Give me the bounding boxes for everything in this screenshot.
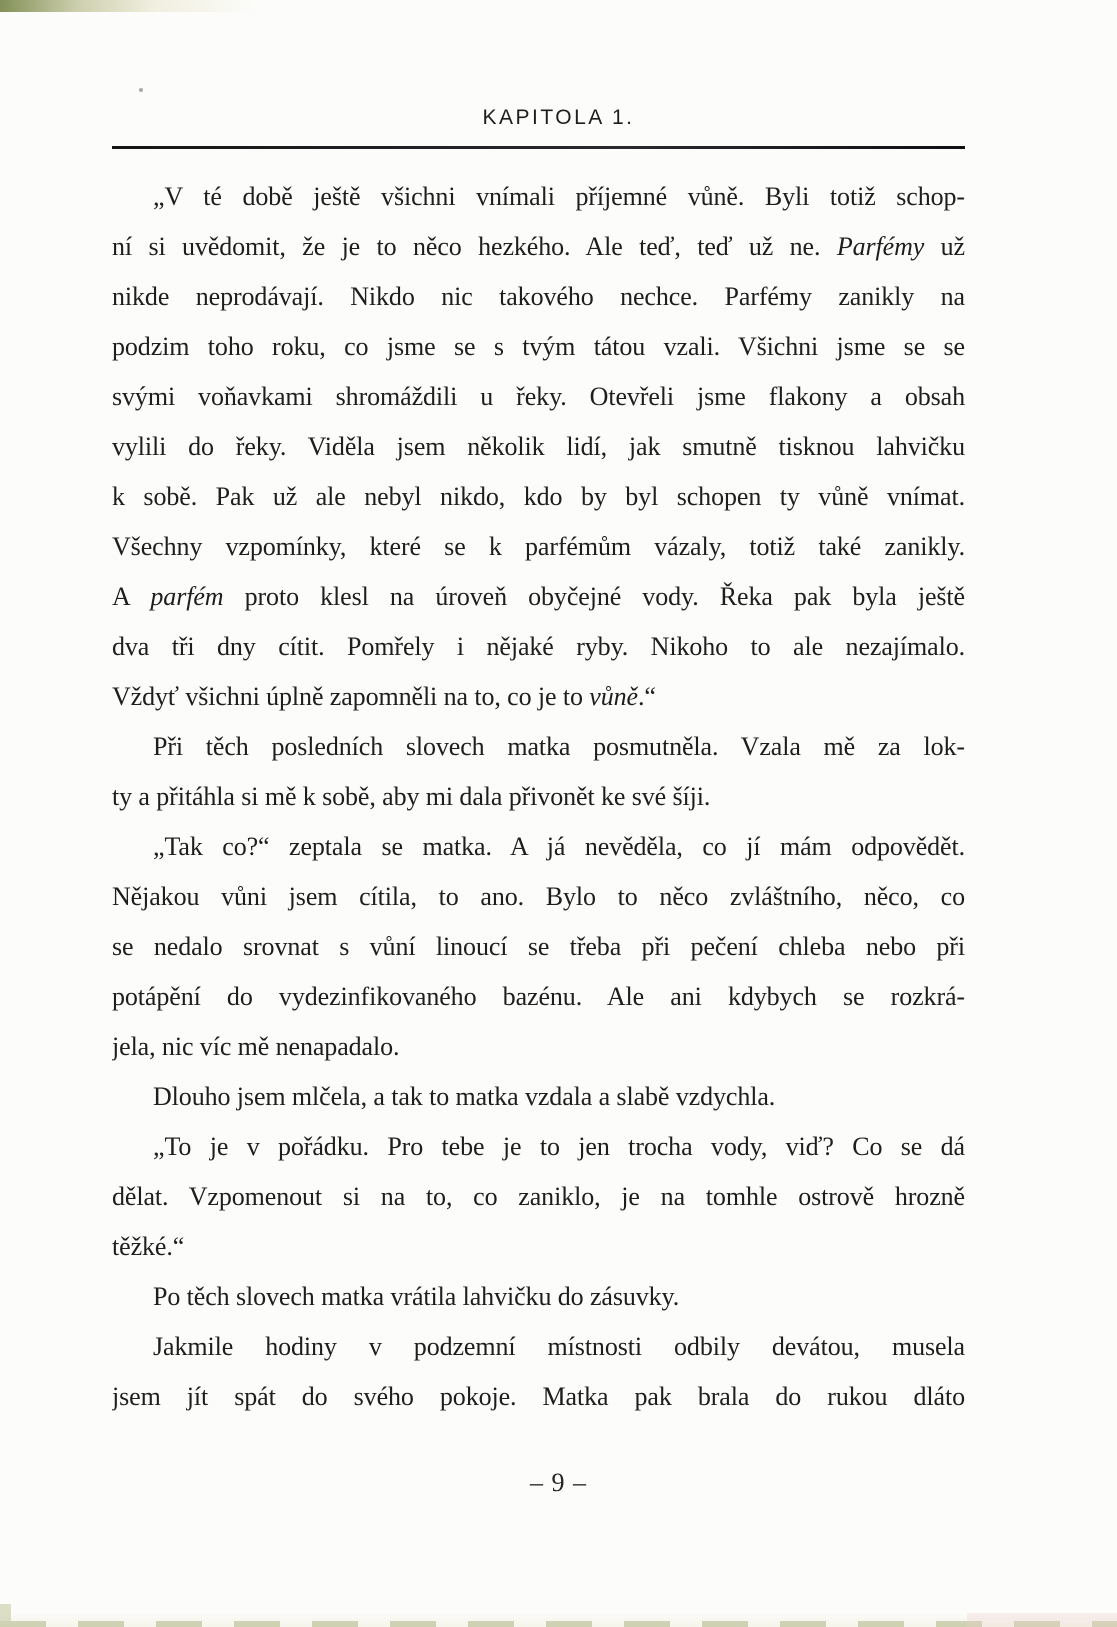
- text-segment: potápění do vydezinfikovaného bazénu. Ale ani kdybych se rozkrá-: [112, 982, 965, 1011]
- text-segment: dělat. Vzpomenout si na to, co zaniklo, je na tomhle ostrově hrozně: [112, 1182, 965, 1211]
- scan-artifact-top-left: [0, 0, 258, 12]
- text-line: [112, 1372, 965, 1422]
- text-line: [112, 822, 965, 872]
- text-line: [112, 972, 965, 1022]
- text-line: [112, 1222, 965, 1272]
- paragraph: [112, 1122, 965, 1272]
- text-line: [112, 572, 965, 622]
- text-segment: Po těch slovech matka vrátila lahvičku do zásuvky.: [153, 1282, 680, 1311]
- text-line: [112, 1122, 965, 1172]
- text-line: [112, 372, 965, 422]
- text-line: [112, 722, 965, 772]
- text-line: [112, 1272, 965, 1322]
- italic-text: Parfémy: [836, 232, 925, 261]
- text-line: [112, 672, 965, 722]
- text-line: [112, 522, 965, 572]
- text-segment: proto klesl na úroveň obyčejné vody. Řeka pak byla ještě: [223, 582, 965, 611]
- text-line: [112, 872, 965, 922]
- chapter-heading: KAPITOLA 1.: [482, 106, 635, 129]
- text-segment: ty a přitáhla si mě k sobě, aby mi dala přivonět ke své šíji.: [112, 782, 711, 811]
- text-segment: se nedalo srovnat s vůní linoucí se třeba při pečení chleba nebo při: [112, 932, 965, 961]
- text-line: [112, 1072, 965, 1122]
- text-line: [112, 1022, 965, 1072]
- text-segment: Vždyť všichni úplně zapomněli na to, co je to: [112, 682, 590, 711]
- italic-text: vůně: [589, 682, 638, 711]
- header-rule: [112, 146, 965, 149]
- body-text: [112, 172, 965, 1422]
- text-line: [112, 272, 965, 322]
- text-segment: A: [112, 582, 151, 611]
- text-segment: jsem jít spát do svého pokoje. Matka pak brala do rukou dláto: [112, 1382, 965, 1411]
- page-number: – 9 –: [530, 1468, 587, 1497]
- text-line: [112, 322, 965, 372]
- text-segment: vylili do řeky. Viděla jsem několik lidí, jak smutně tisknou lahvičku: [112, 432, 965, 461]
- scan-artifact-bottom-dashes: [0, 1621, 1117, 1627]
- text-segment: „V té době ještě všichni vnímali příjemné vůně. Byli totiž schop-: [153, 182, 965, 211]
- text-segment: Dlouho jsem mlčela, a tak to matka vzdala a slabě vzdychla.: [153, 1082, 776, 1111]
- paragraph: [112, 722, 965, 822]
- text-segment: .“: [637, 682, 656, 711]
- text-line: [112, 922, 965, 972]
- text-segment: Všechny vzpomínky, které se k parfémům vázaly, totiž také zanikly.: [112, 532, 965, 561]
- text-segment: podzim toho roku, co jsme se s tvým tátou vzali. Všichni jsme se se: [112, 332, 965, 361]
- text-segment: Jakmile hodiny v podzemní místnosti odbily devátou, musela: [153, 1332, 965, 1361]
- text-segment: Při těch posledních slovech matka posmutněla. Vzala mě za lok-: [153, 732, 965, 761]
- text-line: [112, 772, 965, 822]
- paragraph: [112, 172, 965, 722]
- text-line: [112, 472, 965, 522]
- scan-speck: [139, 88, 143, 92]
- text-segment: těžké.“: [112, 1232, 185, 1261]
- text-line: [112, 1322, 965, 1372]
- paragraph: [112, 1072, 965, 1122]
- text-line: [112, 172, 965, 222]
- text-line: [112, 1172, 965, 1222]
- text-segment: dva tři dny cítit. Pomřely i nějaké ryby. Nikoho to ale nezajímalo.: [112, 632, 965, 661]
- text-segment: už: [924, 232, 965, 261]
- text-segment: k sobě. Pak už ale nebyl nikdo, kdo by byl schopen ty vůně vnímat.: [112, 482, 965, 511]
- text-segment: „Tak co?“ zeptala se matka. A já nevěděla, co jí mám odpovědět.: [153, 832, 965, 861]
- paragraph: [112, 822, 965, 1072]
- text-segment: nikde neprodávají. Nikdo nic takového nechce. Parfémy zanikly na: [112, 282, 965, 311]
- text-segment: ní si uvědomit, že je to něco hezkého. Ale teď, teď už ne.: [112, 232, 837, 261]
- italic-text: parfém: [150, 582, 224, 611]
- text-line: [112, 222, 965, 272]
- text-line: [112, 422, 965, 472]
- text-segment: „To je v pořádku. Pro tebe je to jen trocha vody, viď? Co se dá: [153, 1132, 965, 1161]
- scan-artifact-bottom-left: [0, 1604, 11, 1621]
- text-segment: jela, nic víc mě nenapadalo.: [112, 1032, 400, 1061]
- text-segment: Nějakou vůni jsem cítila, to ano. Bylo to něco zvláštního, něco, co: [112, 882, 965, 911]
- paragraph: [112, 1272, 965, 1322]
- text-line: [112, 622, 965, 672]
- scan-artifact-bottom-right: [967, 1613, 1117, 1627]
- text-segment: svými voňavkami shromáždili u řeky. Otevřeli jsme flakony a obsah: [112, 382, 965, 411]
- paragraph: [112, 1322, 965, 1422]
